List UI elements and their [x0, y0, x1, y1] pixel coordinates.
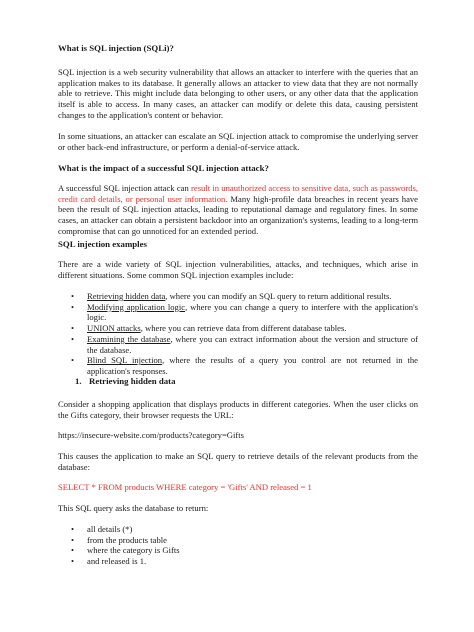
bullet-glyph: •	[71, 534, 75, 545]
heading-impact: What is the impact of a successful SQL injection attack?	[58, 163, 269, 173]
list-item	[58, 291, 418, 302]
list-item-text: and released is 1.	[87, 556, 147, 567]
bullet-glyph: •	[71, 545, 75, 556]
impact-text-start: A successful SQL injection attack can	[58, 183, 192, 193]
bullet-glyph: •	[71, 355, 75, 366]
section-title: Retrieving hidden data	[89, 376, 176, 386]
sql-query: SELECT * FROM products WHERE category = 'Gifts' AND released = 1	[58, 482, 312, 492]
bullet-glyph: •	[71, 301, 75, 312]
paragraph-impact	[58, 183, 418, 237]
list-item	[58, 323, 418, 334]
list-item	[58, 355, 418, 376]
bullet-glyph: •	[71, 524, 75, 534]
heading-examples: SQL injection examples	[58, 239, 147, 249]
paragraph-definition: SQL injection is a web security vulnerability that allows an attacker to interfere with the queries that an application makes to its database. It generally allows an attacker to view data that they are not normally able to retrieve. This might include data belonging to other users, or any other data that the application itself is able to access. In many cases, an attacker can modify or delete this data, causing persistent changes to the application's content or behavior.	[58, 67, 418, 120]
bullet-glyph: •	[71, 333, 75, 344]
list-item-text: , where you can extract information about the version and structure of the database.	[87, 333, 418, 355]
example-url: https://insecure-website.com/products?category=Gifts	[58, 430, 244, 440]
paragraph-examples-intro: There are a wide variety of SQL injection vulnerabilities, attacks, and techniques, which arise in different situations. Some common SQL injection examples include:	[58, 259, 418, 280]
bullet-glyph: •	[71, 291, 75, 301]
impact-text-end: Many high-profile data breaches in recent years have been the result of SQL injection attacks, leading to reputational damage and regulatory fines. In some cases, an attacker can obtain a persistent backdoor into an organization's systems, leading to a long-term compromise that can go unnoticed for an extended period.	[58, 193, 418, 236]
list-item-text: all details (*)	[87, 524, 133, 534]
returns-list	[58, 524, 418, 567]
list-item	[58, 535, 418, 546]
list-item-text: , where you can modify an SQL query to return additional results.	[165, 291, 392, 301]
link-blind-sql-injection[interactable]: Blind SQL injection	[87, 355, 163, 366]
list-item	[58, 545, 418, 556]
list-item	[58, 524, 418, 535]
link-union-attacks[interactable]: UNION attacks	[87, 323, 141, 334]
list-item	[58, 302, 418, 323]
list-item-text: , where you can change a query to interfere with the application's logic.	[87, 301, 418, 323]
paragraph-query-returns: This SQL query asks the database to return:	[58, 503, 209, 513]
section-number: 1.	[75, 376, 82, 386]
link-examining-the-database[interactable]: Examining the database	[87, 333, 171, 344]
heading-what-is-sqli: What is SQL injection (SQLi)?	[58, 43, 174, 53]
link-modifying-application-logic[interactable]: Modifying application logic	[87, 301, 186, 312]
list-item-text: from the products table	[87, 534, 167, 545]
list-item-text: , where the results of a query you control are not returned in the application's responses.	[87, 355, 418, 376]
bullet-glyph: •	[71, 556, 75, 567]
list-item	[58, 334, 418, 355]
list-item	[58, 556, 418, 567]
bullet-glyph: •	[71, 323, 75, 334]
paragraph-query-intro: This causes the application to make an SQL query to retrieve details of the relevant products from the database:	[58, 451, 418, 472]
list-item-text: where the category is Gifts	[87, 545, 180, 556]
link-retrieving-hidden-data[interactable]: Retrieving hidden data	[87, 291, 166, 301]
list-item-text: , where you can retrieve data from different database tables.	[140, 323, 347, 334]
section-heading-retrieving-hidden-data	[75, 376, 176, 387]
examples-list	[58, 291, 418, 377]
paragraph-escalation: In some situations, an attacker can escalate an SQL injection attack to compromise the underlying server or other back-end infrastructure, or perform a denial-of-service attack.	[58, 131, 418, 152]
paragraph-shopping-app: Consider a shopping application that displays products in different categories. When the user clicks on the Gifts category, their browser requests the URL:	[58, 399, 418, 420]
impact-highlight: result in unauthorized access to sensitive data, such as passwords, credit card details, or personal user information.	[58, 183, 418, 204]
